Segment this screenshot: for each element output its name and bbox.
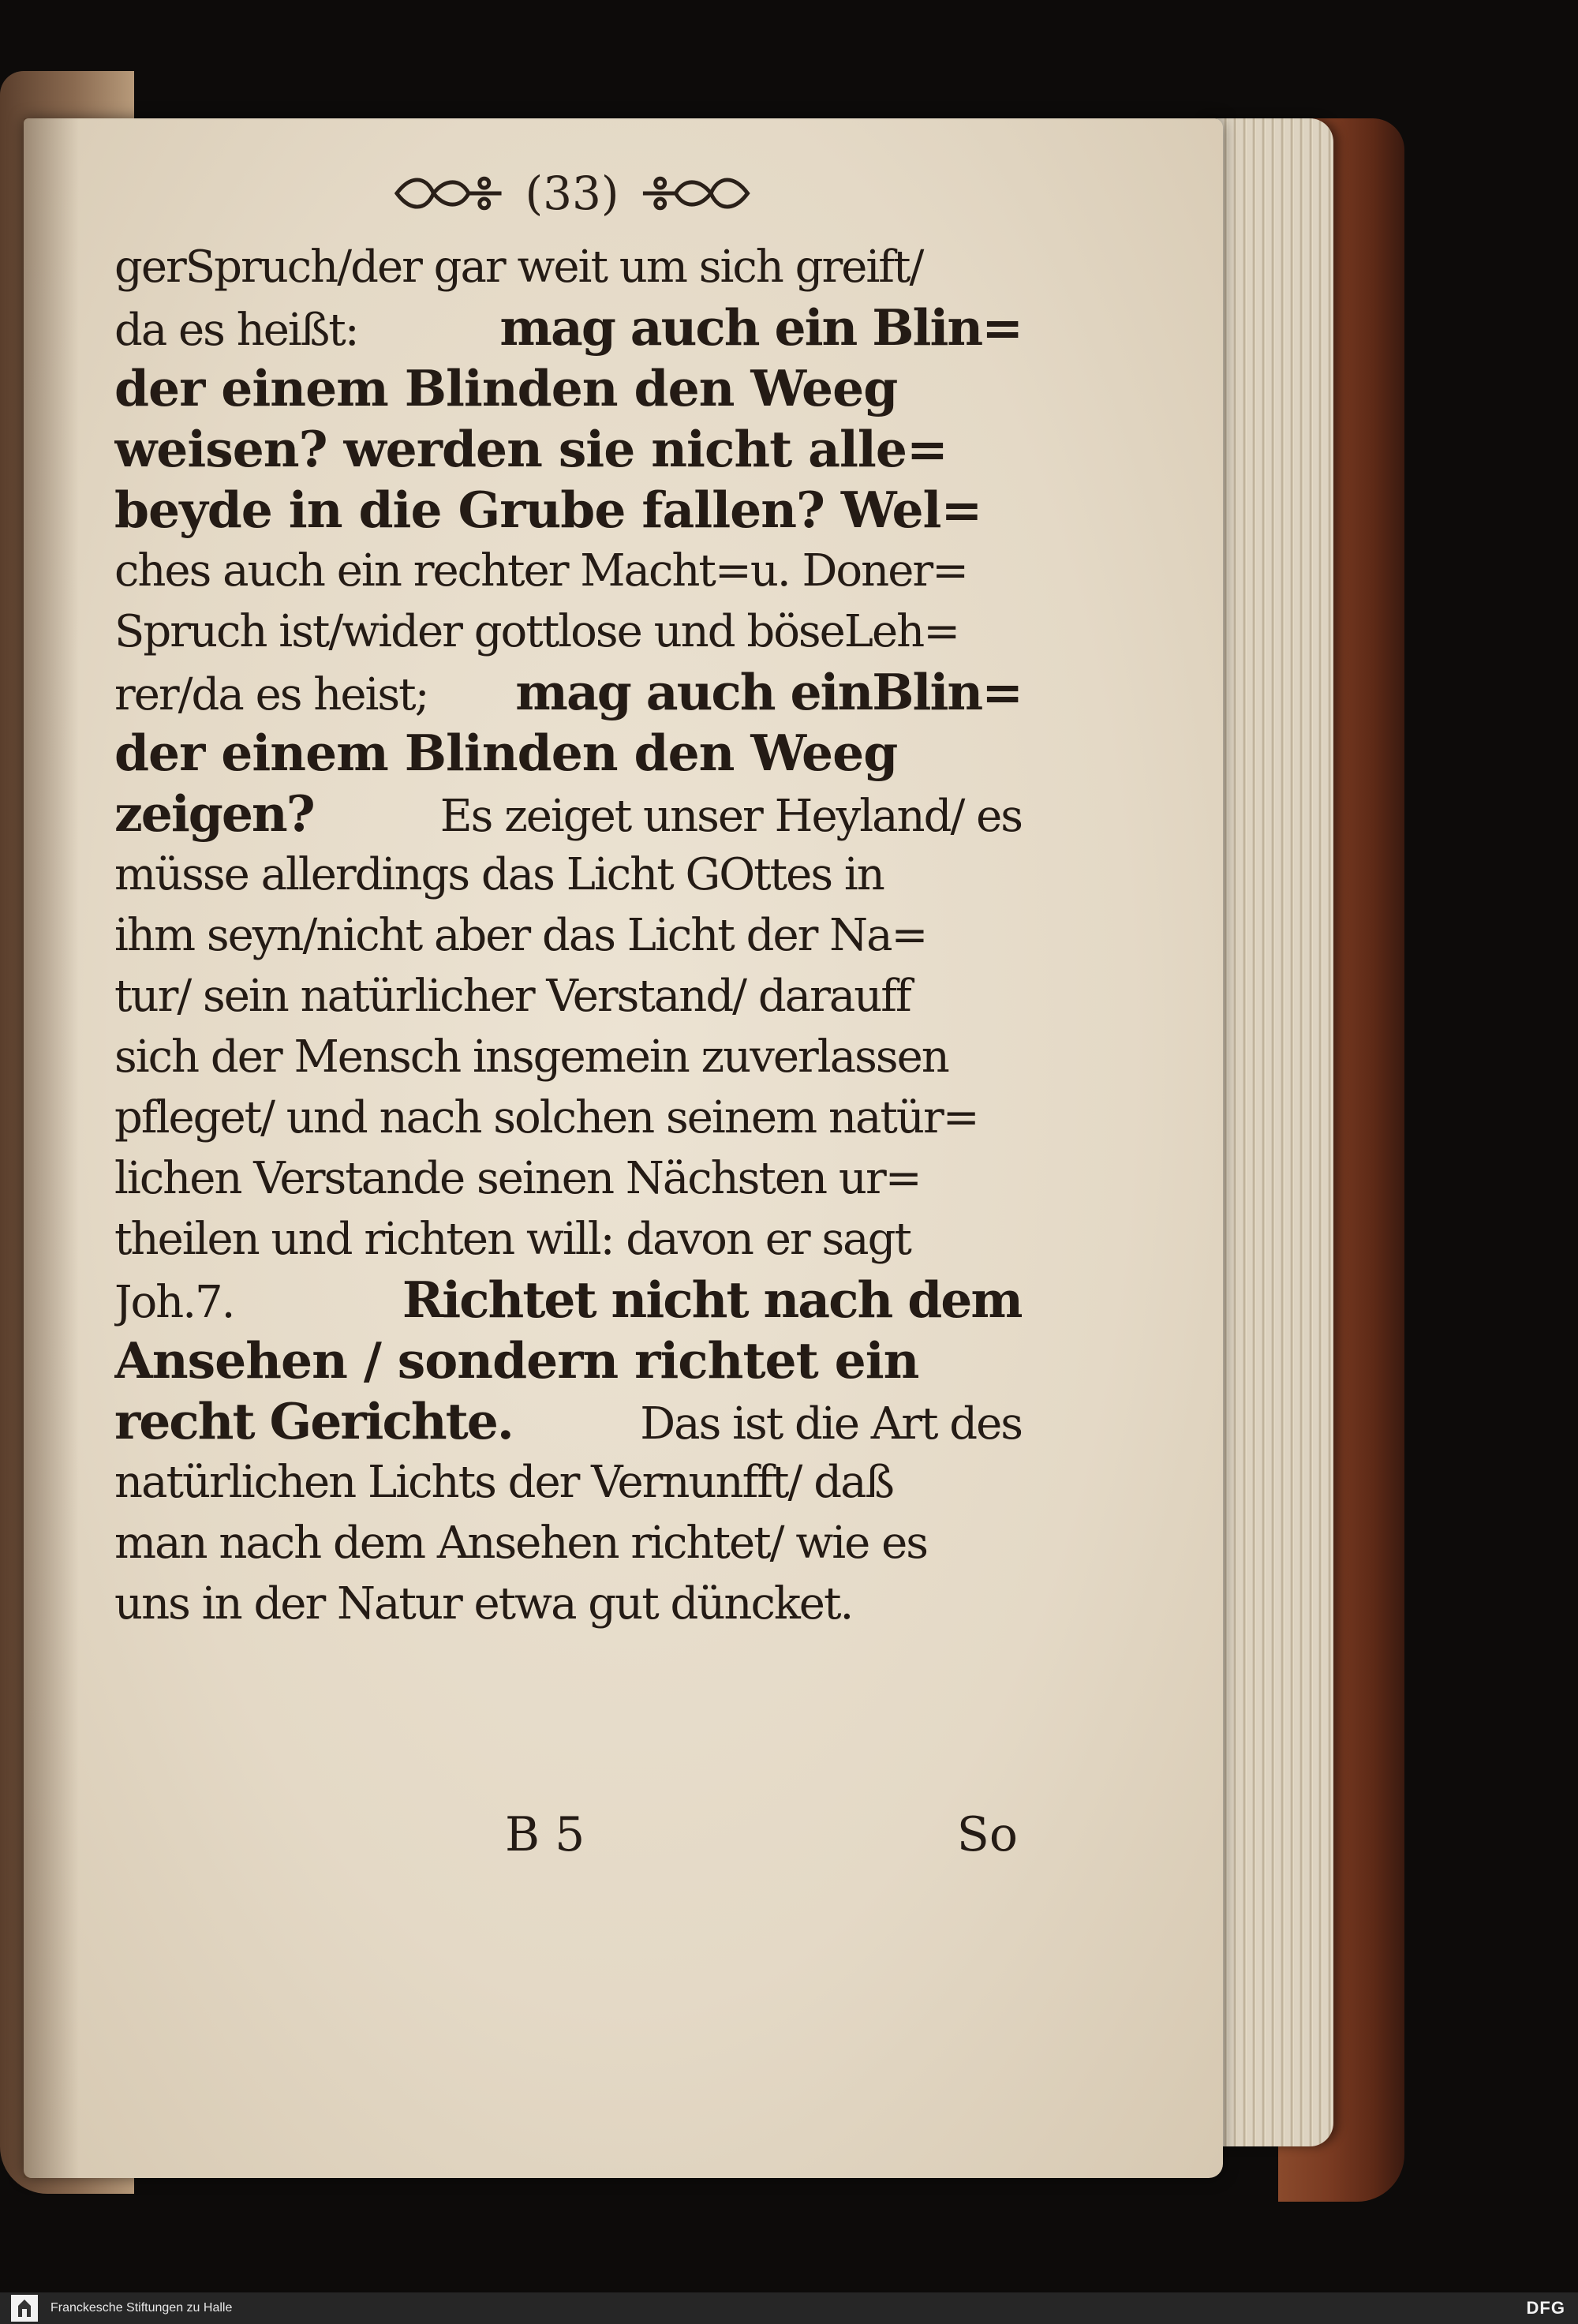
text-segment: Richtet nicht nach dem [402,1271,1022,1329]
text-segment: pfleget/ und nach solchen seinem natür= [114,1092,978,1143]
text-segment: Das ist die Art des [640,1398,1022,1450]
footer-bar [0,2292,1578,2324]
text-line [114,298,1022,358]
text-line [114,358,1022,419]
text-line [114,237,1022,298]
text-segment: ches auch ein rechter Macht=u. Doner= [114,545,968,597]
ornament-right-icon [637,170,753,216]
text-line [114,1270,1022,1330]
text-segment: der einem Blinden den Weeg [114,724,898,782]
text-segment: tur/ sein natürlicher Verstand/ darauff [114,971,911,1022]
text-segment: sich der Mensch insgemein zuverlassen [114,1031,948,1083]
text-line [114,662,1022,723]
text-segment: gerSpruch/der gar weit um sich greift/ [114,241,923,293]
text-line [114,1087,1022,1148]
text-segment: mag auch einBlin= [515,663,1022,721]
funder-logo: DFG [1526,2298,1565,2318]
text-segment: Es zeiget unser Heyland/ es [439,791,1022,842]
text-line [114,480,1022,541]
text-line [114,844,1022,905]
page-gutter-shadow [24,118,79,2178]
text-line [114,966,1022,1027]
text-segment: uns in der Natur etwa gut düncket. [114,1578,853,1630]
text-line [114,1452,1022,1513]
text-line [114,784,1022,844]
text-segment: theilen und richten will: davon er sagt [114,1214,911,1265]
text-segment: Spruch ist/wider gottlose und böseLeh= [114,606,959,657]
text-line [114,1148,1022,1209]
text-segment: mag auch ein Blin= [499,298,1022,357]
page-text [114,237,1022,1634]
page-footer [505,1807,1018,1870]
text-line [114,1513,1022,1574]
text-segment: natürlichen Lichts der Vernunfft/ daß [114,1457,893,1508]
text-line [114,601,1022,662]
text-segment: zeigen? [114,784,314,843]
text-line [114,541,1022,601]
institution-logo-icon [11,2295,38,2322]
text-line [114,1330,1022,1391]
text-segment: da es heißt: [114,305,358,356]
text-line [114,1027,1022,1087]
text-line [114,905,1022,966]
signature-mark: B 5 [505,1807,585,1862]
text-segment: der einem Blinden den Weeg [114,359,898,417]
text-line [114,723,1022,784]
text-segment: weisen? werden sie nicht alle= [114,420,948,478]
text-segment: rer/da es heist; [114,669,428,720]
text-segment: müsse allerdings das Licht GOttes in [114,849,884,900]
text-segment: Joh.7. [114,1277,234,1328]
text-line [114,1391,1022,1452]
text-line [114,1574,1022,1634]
page-number: (33) [525,167,619,220]
page-header [391,162,753,225]
catchword: So [956,1807,1018,1862]
text-segment: beyde in die Grube fallen? Wel= [114,481,982,539]
text-segment: recht Gerichte. [114,1392,513,1450]
text-line [114,419,1022,480]
institution-name: Franckesche Stiftungen zu Halle [50,2301,233,2315]
text-segment: ihm seyn/nicht aber das Licht der Na= [114,910,927,961]
text-segment: man nach dem Ansehen richtet/ wie es [114,1518,927,1569]
ornament-left-icon [391,170,507,216]
text-line [114,1209,1022,1270]
text-segment: lichen Verstande seinen Nächsten ur= [114,1153,921,1204]
text-segment: Ansehen / sondern richtet ein [114,1331,919,1390]
